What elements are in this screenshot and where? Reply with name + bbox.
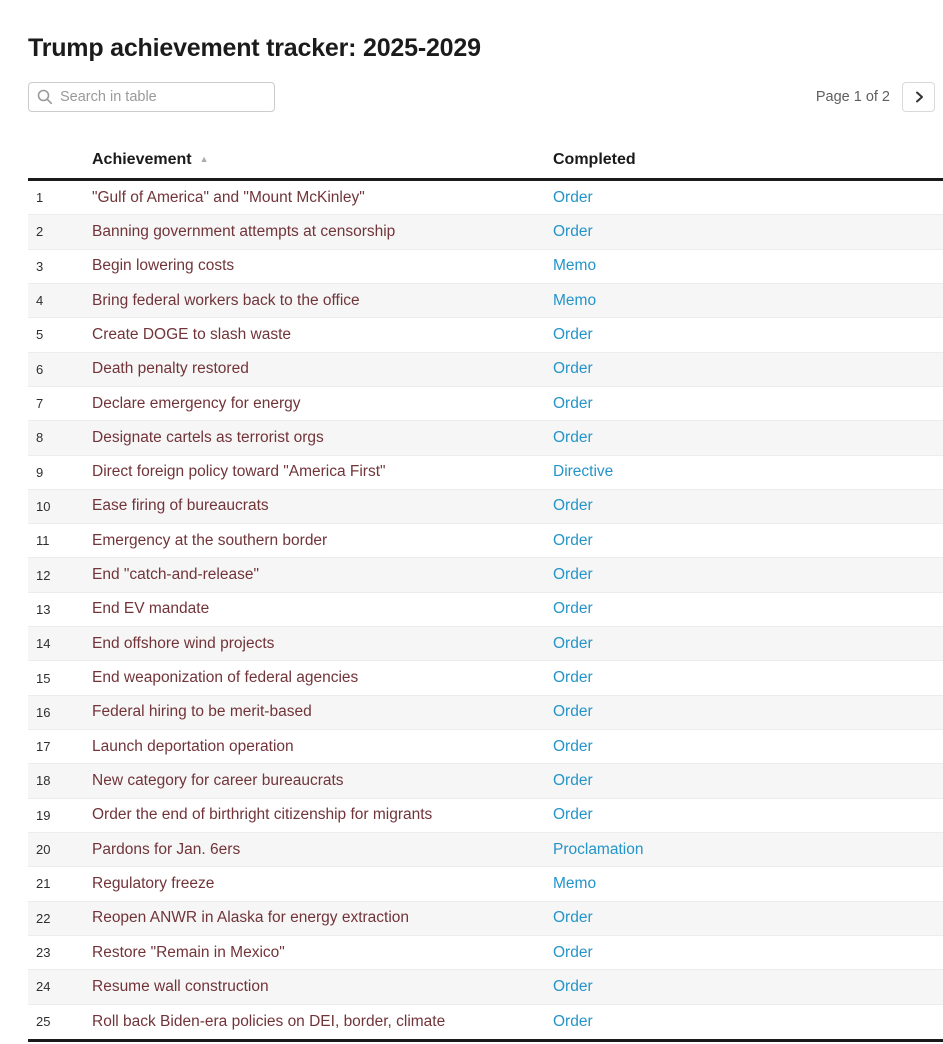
completed-cell bbox=[553, 532, 943, 550]
search-input[interactable] bbox=[60, 89, 266, 105]
table-row bbox=[28, 524, 943, 558]
completed-doc-link[interactable]: Memo bbox=[553, 257, 597, 275]
table-row bbox=[28, 181, 943, 215]
completed-doc-link[interactable]: Order bbox=[553, 428, 593, 446]
page bbox=[0, 34, 943, 1044]
table-row bbox=[28, 250, 943, 284]
row-number: 23 bbox=[36, 945, 51, 961]
achievement-cell: Emergency at the southern border bbox=[92, 531, 328, 549]
row-number: 5 bbox=[36, 327, 44, 343]
completed-cell bbox=[553, 772, 943, 790]
completed-doc-link[interactable]: Order bbox=[553, 737, 593, 755]
row-number: 7 bbox=[36, 396, 44, 412]
row-number: 12 bbox=[36, 567, 51, 583]
achievement-header-label: Achievement bbox=[92, 150, 192, 168]
completed-cell bbox=[553, 600, 943, 618]
table-row bbox=[28, 318, 943, 352]
table-row bbox=[28, 627, 943, 661]
pagination bbox=[816, 82, 935, 112]
table-row bbox=[28, 558, 943, 592]
achievement-cell: End "catch-and-release" bbox=[92, 566, 259, 584]
table-row bbox=[28, 490, 943, 524]
table-row bbox=[28, 902, 943, 936]
completed-doc-link[interactable]: Order bbox=[553, 188, 593, 206]
completed-doc-link[interactable]: Memo bbox=[553, 874, 597, 892]
achievement-cell: Direct foreign policy toward "America First" bbox=[92, 463, 386, 481]
table-row bbox=[28, 867, 943, 901]
row-number: 2 bbox=[36, 224, 44, 240]
achievement-cell: Resume wall construction bbox=[92, 977, 269, 995]
row-number: 6 bbox=[36, 361, 44, 377]
row-number: 1 bbox=[36, 190, 44, 206]
achievement-cell: Banning government attempts at censorship bbox=[92, 222, 396, 240]
completed-doc-link[interactable]: Order bbox=[553, 1012, 593, 1030]
completed-cell bbox=[553, 189, 943, 207]
completed-doc-link[interactable]: Order bbox=[553, 222, 593, 240]
completed-cell bbox=[553, 463, 943, 481]
row-number: 18 bbox=[36, 773, 51, 789]
completed-cell bbox=[553, 703, 943, 721]
achievement-cell: Federal hiring to be merit-based bbox=[92, 703, 312, 721]
row-number: 21 bbox=[36, 876, 51, 892]
row-number: 25 bbox=[36, 1014, 51, 1030]
table-body bbox=[28, 181, 943, 1042]
row-number: 24 bbox=[36, 979, 51, 995]
achievement-cell: End weaponization of federal agencies bbox=[92, 669, 359, 687]
completed-doc-link[interactable]: Directive bbox=[553, 463, 614, 481]
completed-doc-link[interactable]: Order bbox=[553, 566, 593, 584]
completed-doc-link[interactable]: Memo bbox=[553, 291, 597, 309]
table-row bbox=[28, 833, 943, 867]
completed-doc-link[interactable]: Order bbox=[553, 771, 593, 789]
completed-cell bbox=[553, 257, 943, 275]
sort-ascending-icon: ▲ bbox=[199, 153, 209, 164]
table-row bbox=[28, 661, 943, 695]
achievement-cell: Restore "Remain in Mexico" bbox=[92, 943, 285, 961]
achievement-cell: "Gulf of America" and "Mount McKinley" bbox=[92, 188, 365, 206]
achievement-cell: Designate cartels as terrorist orgs bbox=[92, 428, 324, 446]
row-number: 17 bbox=[36, 739, 51, 755]
toolbar bbox=[28, 82, 943, 112]
completed-doc-link[interactable]: Order bbox=[553, 634, 593, 652]
table-row bbox=[28, 799, 943, 833]
completed-cell bbox=[553, 429, 943, 447]
table-row bbox=[28, 353, 943, 387]
search-icon bbox=[37, 89, 53, 105]
table-row bbox=[28, 387, 943, 421]
completed-doc-link[interactable]: Order bbox=[553, 806, 593, 824]
row-number: 11 bbox=[36, 533, 50, 549]
achievement-cell: Create DOGE to slash waste bbox=[92, 325, 291, 343]
search-box[interactable] bbox=[28, 82, 275, 112]
completed-cell bbox=[553, 738, 943, 756]
table-row bbox=[28, 936, 943, 970]
table-row bbox=[28, 421, 943, 455]
table-row bbox=[28, 456, 943, 490]
row-number: 15 bbox=[36, 670, 51, 686]
completed-cell bbox=[553, 566, 943, 584]
completed-doc-link[interactable]: Order bbox=[553, 669, 593, 687]
table-header bbox=[28, 141, 943, 181]
completed-cell bbox=[553, 497, 943, 515]
completed-doc-link[interactable]: Order bbox=[553, 977, 593, 995]
achievement-cell: Regulatory freeze bbox=[92, 874, 215, 892]
page-indicator: Page 1 of 2 bbox=[815, 89, 890, 105]
table-row bbox=[28, 696, 943, 730]
completed-doc-link[interactable]: Order bbox=[553, 325, 593, 343]
completed-column-header[interactable]: Completed bbox=[553, 150, 636, 168]
completed-cell bbox=[553, 944, 943, 962]
achievement-cell: Begin lowering costs bbox=[92, 257, 235, 275]
completed-cell bbox=[553, 841, 943, 859]
completed-doc-link[interactable]: Order bbox=[553, 909, 593, 927]
page-title: Trump achievement tracker: 2025-2029 bbox=[28, 34, 481, 62]
achievements-table bbox=[28, 141, 943, 1042]
completed-cell bbox=[553, 669, 943, 687]
next-page-button[interactable] bbox=[902, 82, 935, 112]
completed-cell bbox=[553, 395, 943, 413]
achievement-cell: Declare emergency for energy bbox=[92, 394, 301, 412]
completed-doc-link[interactable]: Order bbox=[553, 943, 593, 961]
completed-doc-link[interactable]: Order bbox=[553, 394, 593, 412]
completed-cell bbox=[553, 978, 943, 996]
completed-doc-link[interactable]: Order bbox=[553, 360, 593, 378]
completed-cell bbox=[553, 806, 943, 824]
row-number: 16 bbox=[36, 704, 51, 720]
achievement-cell: End EV mandate bbox=[92, 600, 210, 618]
achievement-cell: Launch deportation operation bbox=[92, 737, 294, 755]
row-number: 10 bbox=[36, 498, 51, 514]
achievement-cell: Ease firing of bureaucrats bbox=[92, 497, 269, 515]
completed-cell bbox=[553, 292, 943, 310]
row-number: 14 bbox=[36, 636, 51, 652]
row-number: 19 bbox=[36, 807, 51, 823]
achievement-cell: Bring federal workers back to the office bbox=[92, 291, 360, 309]
completed-cell bbox=[553, 635, 943, 653]
row-number: 9 bbox=[36, 464, 44, 480]
table-row bbox=[28, 730, 943, 764]
table-row bbox=[28, 593, 943, 627]
completed-cell bbox=[553, 1013, 943, 1031]
row-number: 22 bbox=[36, 910, 51, 926]
completed-cell bbox=[553, 223, 943, 241]
table-row bbox=[28, 1005, 943, 1039]
table-row bbox=[28, 764, 943, 798]
completed-doc-link[interactable]: Proclamation bbox=[553, 840, 644, 858]
table-row bbox=[28, 215, 943, 249]
completed-cell bbox=[553, 909, 943, 927]
achievement-column-header[interactable] bbox=[92, 151, 553, 169]
achievement-cell: End offshore wind projects bbox=[92, 634, 275, 652]
completed-cell bbox=[553, 326, 943, 344]
completed-doc-link[interactable]: Order bbox=[553, 531, 593, 549]
achievement-cell: Pardons for Jan. 6ers bbox=[92, 840, 241, 858]
completed-cell bbox=[553, 360, 943, 378]
achievement-cell: Death penalty restored bbox=[92, 360, 249, 378]
row-number: 13 bbox=[36, 601, 51, 617]
completed-doc-link[interactable]: Order bbox=[553, 703, 593, 721]
completed-doc-link[interactable]: Order bbox=[553, 600, 593, 618]
achievement-cell: New category for career bureaucrats bbox=[92, 771, 344, 789]
row-number: 20 bbox=[36, 842, 51, 858]
row-number: 3 bbox=[36, 258, 44, 274]
achievement-cell: Order the end of birthright citizenship for migrants bbox=[92, 806, 433, 824]
chevron-right-icon bbox=[912, 90, 926, 104]
table-row bbox=[28, 284, 943, 318]
completed-doc-link[interactable]: Order bbox=[553, 497, 593, 515]
row-number: 8 bbox=[36, 430, 44, 446]
achievement-cell: Reopen ANWR in Alaska for energy extraction bbox=[92, 909, 410, 927]
achievement-cell: Roll back Biden-era policies on DEI, border, climate bbox=[92, 1012, 446, 1030]
table-row bbox=[28, 970, 943, 1004]
row-number: 4 bbox=[36, 293, 44, 309]
completed-cell bbox=[553, 875, 943, 893]
